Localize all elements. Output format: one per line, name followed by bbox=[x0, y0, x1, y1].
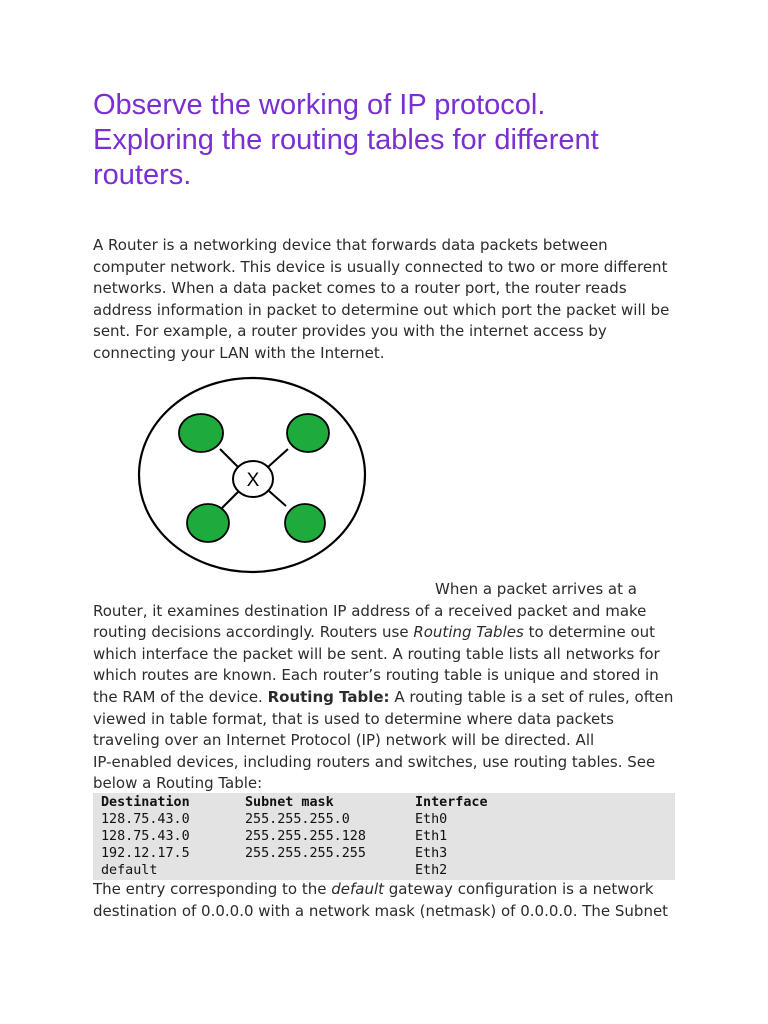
header-interface: Interface bbox=[415, 795, 488, 810]
cell-subnet-mask: 255.255.255.0 bbox=[245, 812, 350, 827]
title-line-1: Observe the working of IP protocol. bbox=[93, 89, 546, 121]
paragraph-line: A Router is a networking device that forwards data packets between bbox=[93, 236, 608, 254]
title-line-3: routers. bbox=[93, 159, 192, 191]
cell-destination: 192.12.17.5 bbox=[101, 846, 190, 861]
header-subnet-mask: Subnet mask bbox=[245, 795, 334, 810]
cell-destination: 128.75.43.0 bbox=[101, 812, 190, 827]
router-diagram bbox=[136, 375, 370, 575]
paragraph-line: address information in packet to determine out which port the packet will be bbox=[93, 300, 670, 319]
page-title bbox=[93, 88, 693, 193]
cell-interface: Eth2 bbox=[415, 863, 448, 878]
network-node bbox=[287, 414, 329, 452]
paragraph-line: destination of 0.0.0.0 with a network mask (netmask) of 0.0.0.0. The Subnet bbox=[93, 901, 669, 920]
paragraph-line: below a Routing Table: bbox=[93, 774, 263, 793]
paragraph-line: Router, it examines destination IP address of a received packet and make bbox=[93, 601, 647, 620]
cell-destination: 128.75.43.0 bbox=[101, 829, 190, 844]
router-label: X bbox=[246, 470, 260, 491]
paragraph-line: which routes are known. Each router’s routing table is unique and stored in bbox=[93, 666, 659, 685]
cell-interface: Eth1 bbox=[415, 829, 448, 844]
table-row bbox=[93, 862, 675, 879]
routing-table-term: Routing Table: bbox=[267, 687, 390, 706]
cell-destination: default bbox=[101, 863, 158, 878]
default-gateway-paragraph bbox=[93, 879, 683, 922]
cell-subnet-mask: 255.255.255.255 bbox=[245, 846, 366, 861]
paragraph-line: which interface the packet will be sent. A routing table lists all networks for bbox=[93, 644, 660, 663]
paragraph-line: viewed in table format, that is used to determine where data packets bbox=[93, 709, 614, 728]
paragraph-line: the RAM of the device. Routing Table: A routing table is a set of rules, often bbox=[93, 687, 674, 706]
paragraph-line: connecting your LAN with the Internet. bbox=[93, 343, 385, 362]
intro-paragraph bbox=[93, 235, 683, 365]
network-node bbox=[285, 504, 325, 542]
paragraph-line: routing decisions accordingly. Routers use Routing Tables to determine out bbox=[93, 623, 656, 642]
network-node bbox=[179, 414, 223, 452]
default-emphasis: default bbox=[331, 880, 384, 898]
network-node bbox=[187, 504, 229, 542]
paragraph-line: traveling over an Internet Protocol (IP) network will be directed. All bbox=[93, 731, 595, 750]
paragraph-line: The entry corresponding to the default gateway configuration is a network bbox=[93, 880, 654, 898]
cell-subnet-mask: 255.255.255.128 bbox=[245, 829, 366, 844]
table-row bbox=[93, 828, 675, 845]
paragraph-line: networks. When a data packet comes to a router port, the router reads bbox=[93, 279, 627, 298]
title-line-2: Exploring the routing tables for different bbox=[93, 124, 599, 156]
paragraph-line: sent. For example, a router provides you with the internet access by bbox=[93, 322, 607, 341]
routing-tables-emphasis: Routing Tables bbox=[413, 623, 524, 642]
table-header-row bbox=[93, 794, 675, 811]
routing-table bbox=[93, 793, 675, 880]
paragraph-line: IP-enabled devices, including routers and switches, use routing tables. See bbox=[93, 752, 656, 771]
paragraph-line: When a packet arrives at a bbox=[435, 580, 637, 598]
cell-interface: Eth0 bbox=[415, 812, 448, 827]
table-row bbox=[93, 845, 675, 862]
paragraph-line: computer network. This device is usually connected to two or more different bbox=[93, 257, 668, 276]
table-row bbox=[93, 811, 675, 828]
routing-paragraph bbox=[93, 579, 683, 795]
cell-interface: Eth3 bbox=[415, 846, 448, 861]
header-destination: Destination bbox=[101, 795, 190, 810]
